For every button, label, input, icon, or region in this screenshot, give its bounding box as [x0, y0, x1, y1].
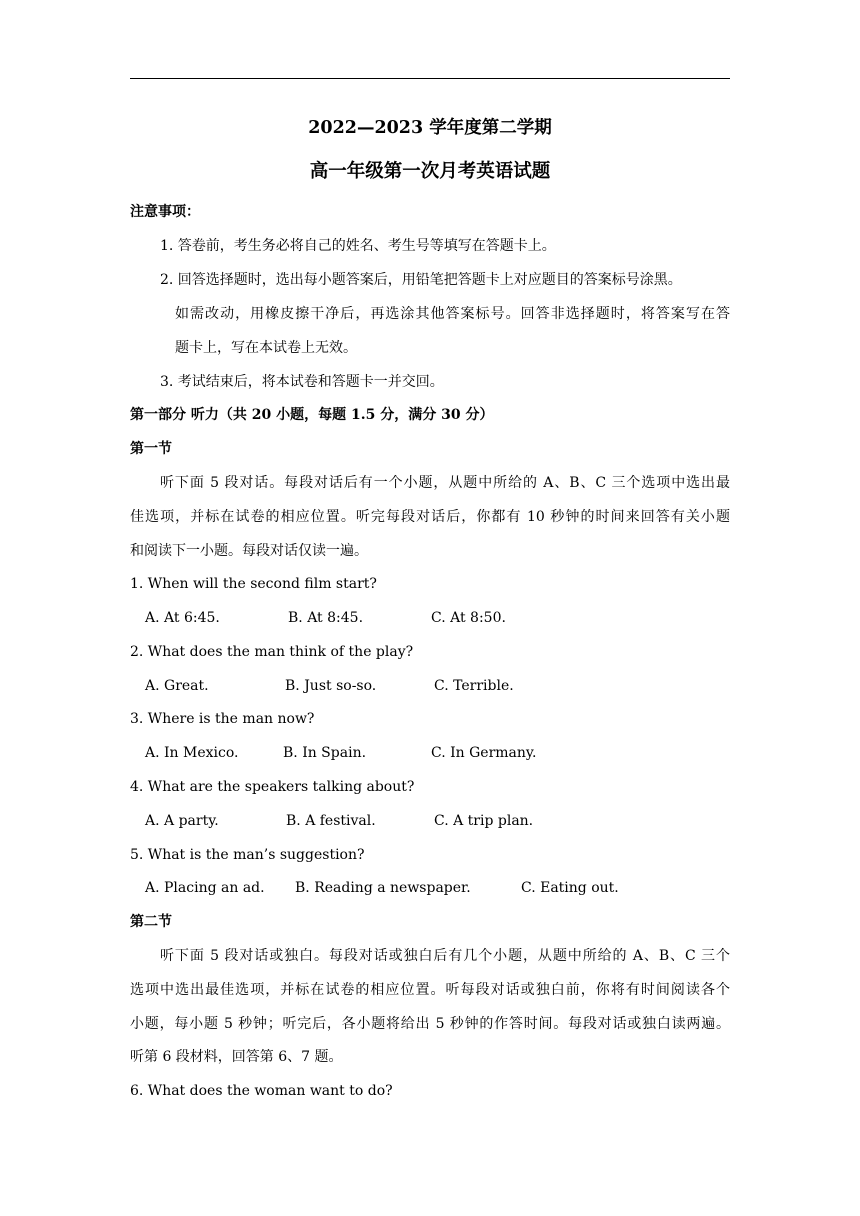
question-5-stem: 5. What is the man’s suggestion? [130, 847, 365, 863]
question-5-option-a: A. Placing an ad. [145, 880, 265, 896]
notes-item-1: 1. 答卷前，考生务必将自己的姓名、考生号等填写在答题卡上。 [160, 238, 556, 254]
section1-heading: 第一节 [130, 441, 172, 457]
question-3-stem: 3. Where is the man now? [130, 711, 315, 727]
question-4-option-b: B. A festival. [286, 813, 376, 829]
exam-subtitle: 高一年级第一次月考英语试题 [309, 161, 551, 182]
question-1-option-a: A. At 6:45. [145, 610, 220, 626]
question-3-option-c: C. In Germany. [431, 745, 537, 761]
question-3-option-a: A. In Mexico. [145, 745, 239, 761]
header-rule [130, 78, 730, 79]
section1-instructions-line-1: 听下面 5 段对话。每段对话后有一个小题，从题中所给的 A、B、C 三个选项中选出最 [160, 475, 730, 491]
exam-title: 2022—2023 学年度第二学期 [308, 118, 552, 138]
question-1-option-b: B. At 8:45. [288, 610, 364, 626]
section1-instructions-line-2: 佳选项，并标在试卷的相应位置。听完每段对话后，你都有 10 秒钟的时间来回答有关小题 [130, 509, 730, 525]
question-6-stem: 6. What does the woman want to do? [130, 1083, 393, 1099]
section2-heading: 第二节 [130, 914, 172, 930]
section1-instructions-line-3: 和阅读下一小题。每段对话仅读一遍。 [130, 543, 368, 559]
notes-item-2-line-3: 题卡上，写在本试卷上无效。 [175, 340, 357, 356]
question-4-stem: 4. What are the speakers talking about? [130, 779, 415, 795]
question-1-option-c: C. At 8:50. [431, 610, 506, 626]
question-4-option-c: C. A trip plan. [434, 813, 534, 829]
question-2-option-a: A. Great. [145, 678, 209, 694]
question-4-option-a: A. A party. [145, 813, 219, 829]
notes-item-2-line-2: 如需改动，用橡皮擦干净后，再选涂其他答案标号。回答非选择题时，将答案写在答 [175, 306, 730, 322]
question-5-option-c: C. Eating out. [521, 880, 619, 896]
part1-heading: 第一部分 听力（共 20 小题，每题 1.5 分，满分 30 分） [130, 407, 494, 423]
section2-instructions-line-1: 听下面 5 段对话或独白。每段对话或独白后有几个小题，从题中所给的 A、B、C 三个 [160, 948, 730, 964]
question-5-option-b: B. Reading a newspaper. [295, 880, 471, 896]
section2-instructions-line-3: 小题，每小题 5 秒钟；听完后，各小题将给出 5 秒钟的作答时间。每段对话或独白读两遍。 [130, 1016, 730, 1032]
question-3-option-b: B. In Spain. [283, 745, 367, 761]
question-2-stem: 2. What does the man think of the play? [130, 644, 414, 660]
section2-instructions-line-2: 选项中选出最佳选项，并标在试卷的相应位置。听每段对话或独白前，你将有时间阅读各个 [130, 982, 730, 998]
section2-instructions-line-4: 听第 6 段材料，回答第 6、7 题。 [130, 1049, 343, 1065]
question-1-stem: 1. When will the second film start? [130, 576, 377, 592]
notes-item-2: 2. 回答选择题时，选出每小题答案后，用铅笔把答题卡上对应题目的答案标号涂黑。 [160, 272, 682, 288]
notes-item-3: 3. 考试结束后，将本试卷和答题卡一并交回。 [160, 374, 444, 390]
question-2-option-b: B. Just so-so. [285, 678, 377, 694]
notes-heading: 注意事项： [130, 204, 200, 220]
question-2-option-c: C. Terrible. [434, 678, 514, 694]
